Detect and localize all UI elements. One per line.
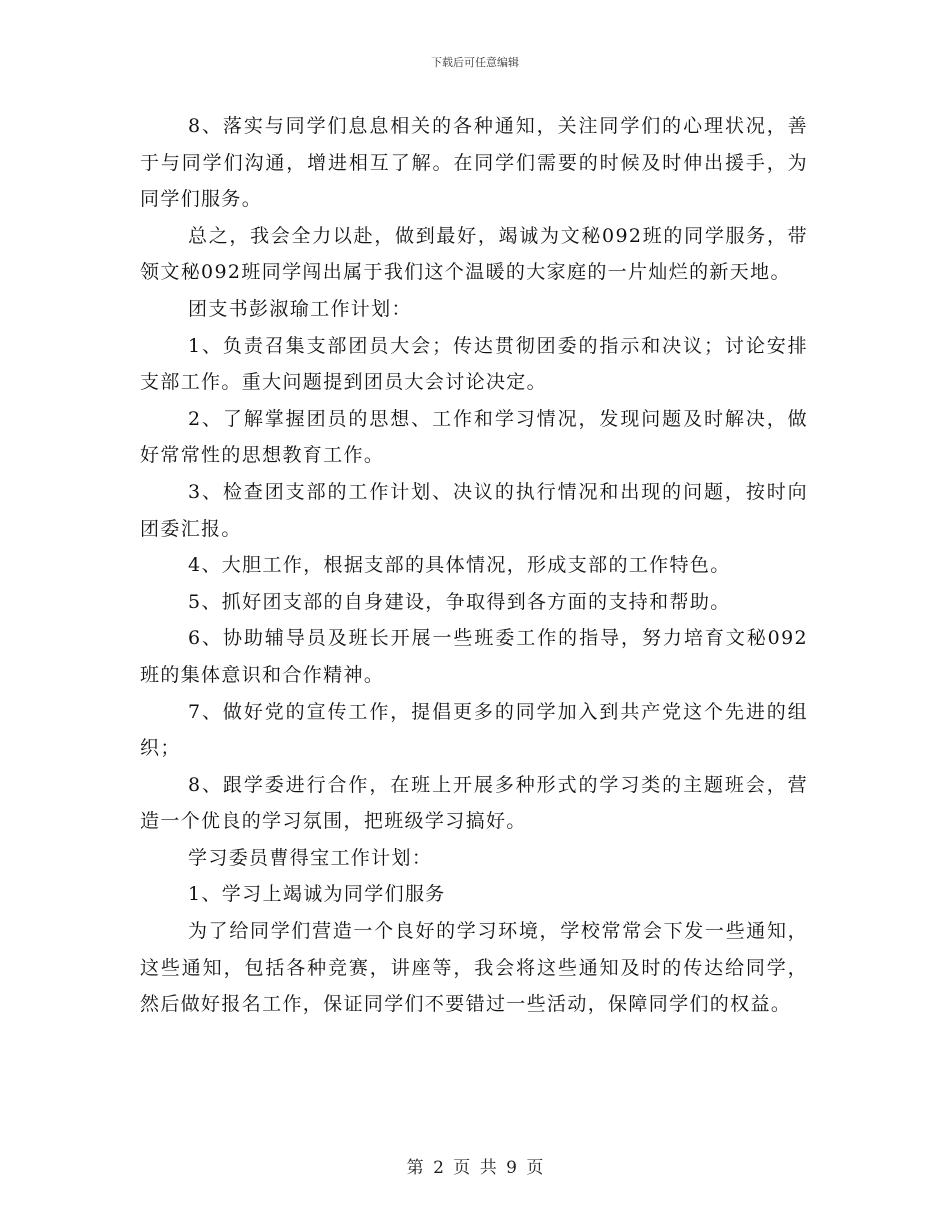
paragraph: 4、大胆工作，根据支部的具体情况，形成支部的工作特色。 [188,554,731,577]
page-header: 下载后可任意编辑 [431,56,519,69]
paragraph: 总之，我会全力以赴，做到最好，竭诚为文秘092班的同学服务，带领文秘092班同学闯出属于我们这个温暖的大家庭的一片灿烂的新天地。 [140,224,808,284]
paragraph: 1、负责召集支部团员大会；传达贯彻团委的指示和决议；讨论安排支部工作。重大问题提到团员大会讨论决定。 [140,334,808,394]
paragraph: 8、落实与同学们息息相关的各种通知，关注同学们的心理状况，善于与同学们沟通，增进相互了解。在同学们需要的时候及时伸出援手，为同学们服务。 [140,115,808,211]
paragraph: 1、学习上竭诚为同学们服务 [188,883,446,906]
paragraph: 6、协助辅导员及班长开展一些班委工作的指导，努力培育文秘092班的集体意识和合作精神。 [140,627,808,686]
document-body [140,108,808,1023]
paragraph: 5、抓好团支部的自身建设，争取得到各方面的支持和帮助。 [188,590,731,613]
paragraph: 为了给同学们营造一个良好的学习环境，学校常常会下发一些通知，这些通知，包括各种竞赛，讲座等，我会将这些通知及时的传达给同学，然后做好报名工作，保证同学们不要错过一些活动，保障同学们的权益。 [140,920,808,1016]
paragraph: 8、跟学委进行合作，在班上开展多种形式的学习类的主题班会，营造一个优良的学习氛围，把班级学习搞好。 [140,773,808,833]
paragraph: 3、检查团支部的工作计划、决议的执行情况和出现的问题，按时向团委汇报。 [140,480,808,540]
paragraph: 2、了解掌握团员的思想、工作和学习情况，发现问题及时解决，做好常常性的思想教育工作。 [140,407,808,467]
section-heading: 学习委员曹得宝工作计划： [188,846,433,869]
page-number: 第 2 页 共 9 页 [406,1158,544,1178]
section-heading: 团支书彭淑瑜工作计划： [188,297,412,320]
paragraph: 7、做好党的宣传工作，提倡更多的同学加入到共产党这个先进的组织； [140,700,808,760]
